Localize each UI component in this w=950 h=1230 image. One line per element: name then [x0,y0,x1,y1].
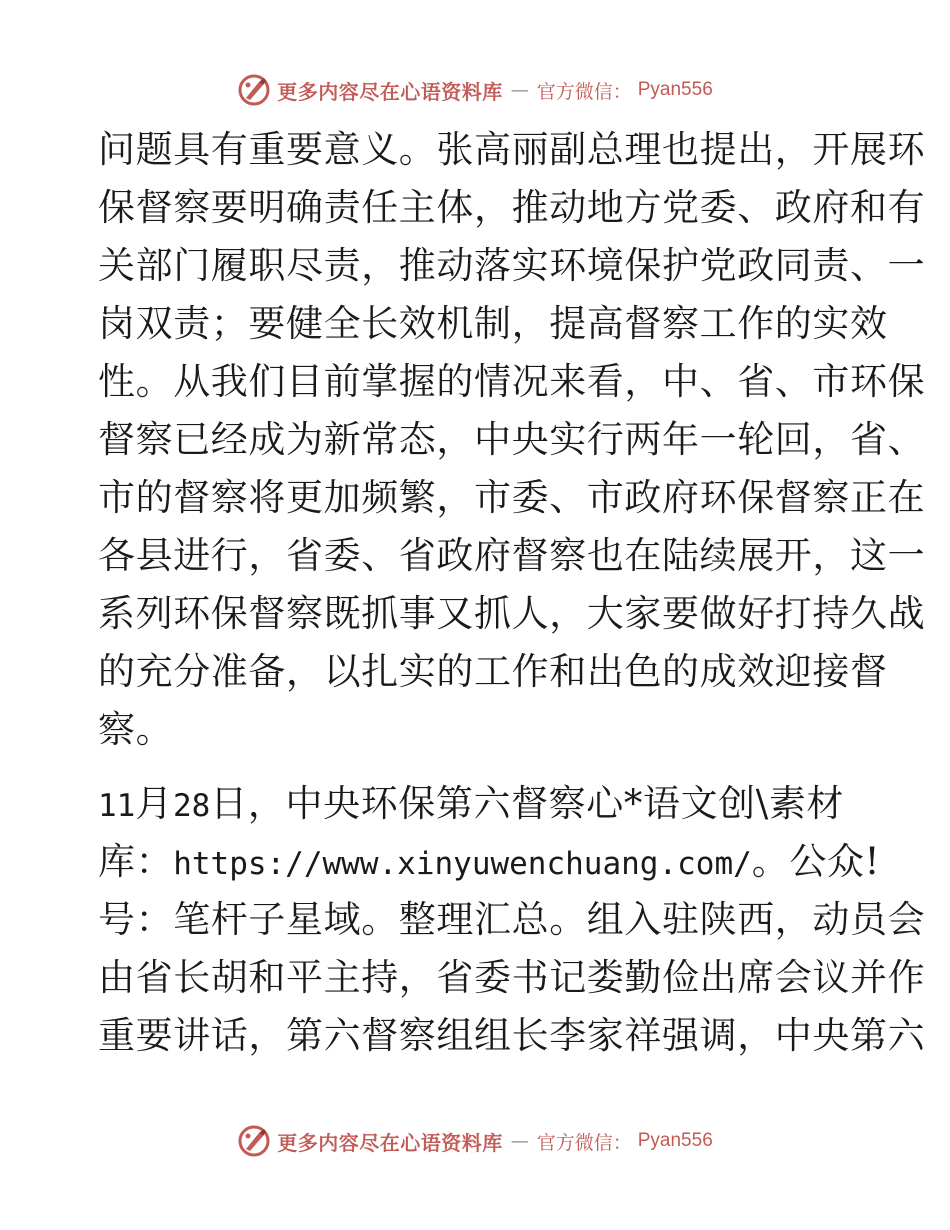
footer-slogan: 更多内容尽在心语资料库 [277,1130,503,1155]
paragraph1-line: 察。 [98,708,174,751]
quill-seal-icon [237,73,271,107]
paragraph1-line: 性。从我们目前掌握的情况来看，中、省、市环保 [98,360,926,403]
header-watermark-banner [0,72,950,108]
paragraph2-text: 。公众! [751,840,881,883]
document-body [98,121,926,1065]
paragraph1-line: 市的督察将更加频繁，市委、市政府环保督察正在 [98,476,926,519]
paragraph2-text: 库： [98,840,174,883]
footer-wechat-id: Pyan556 [637,1130,713,1151]
paragraph2-text: 日，中央环保第六督察心*语文创\素材 [210,782,845,825]
paragraph2-line: 号：笔杆子星域。整理汇总。组入驻陕西，动员会 [98,898,926,941]
paragraph1-line: 问题具有重要意义。张高丽副总理也提出，开展环 [98,128,926,171]
date-month-unit: 月 [135,782,173,825]
paragraph1-line: 系列环保督察既抓事又抓人，大家要做好打持久战 [98,592,926,635]
date-month: 11 [98,788,136,824]
paragraph1-line: 关部门履职尽责，推动落实环境保护党政同责、一 [98,244,926,287]
paragraph2-line [98,775,858,833]
header-wechat-label: 官方微信： [536,80,632,103]
header-wechat-id: Pyan556 [637,79,713,100]
date-day: 28 [172,788,211,824]
footer-dash: — [510,1130,529,1152]
paragraph1-line: 督察已经成为新常态，中央实行两年一轮回，省、 [98,418,926,461]
paragraph1-line: 保督察要明确责任主体，推动地方党委、政府和有 [98,186,926,229]
footer-watermark-banner [0,1123,950,1159]
footer-wechat-label: 官方微信： [536,1131,632,1154]
paragraph1-line: 岗双责；要健全长效机制，提高督察工作的实效 [98,302,888,345]
paragraph2-line: 由省长胡和平主持，省委书记娄勤俭出席会议并作 [98,956,926,999]
header-slogan: 更多内容尽在心语资料库 [277,79,503,104]
paragraph1-line: 的充分准备，以扎实的工作和出色的成效迎接督 [98,650,888,693]
paragraph2-line: 重要讲话，第六督察组组长李家祥强调，中央第六 [98,1014,926,1057]
paragraph2-line [98,833,881,891]
paragraph1-line: 各县进行，省委、省政府督察也在陆续展开，这一 [98,534,926,577]
quill-seal-icon [237,1124,271,1158]
header-dash: — [510,79,529,101]
source-url: https://www.xinyuwenchuang.com/ [173,846,752,882]
